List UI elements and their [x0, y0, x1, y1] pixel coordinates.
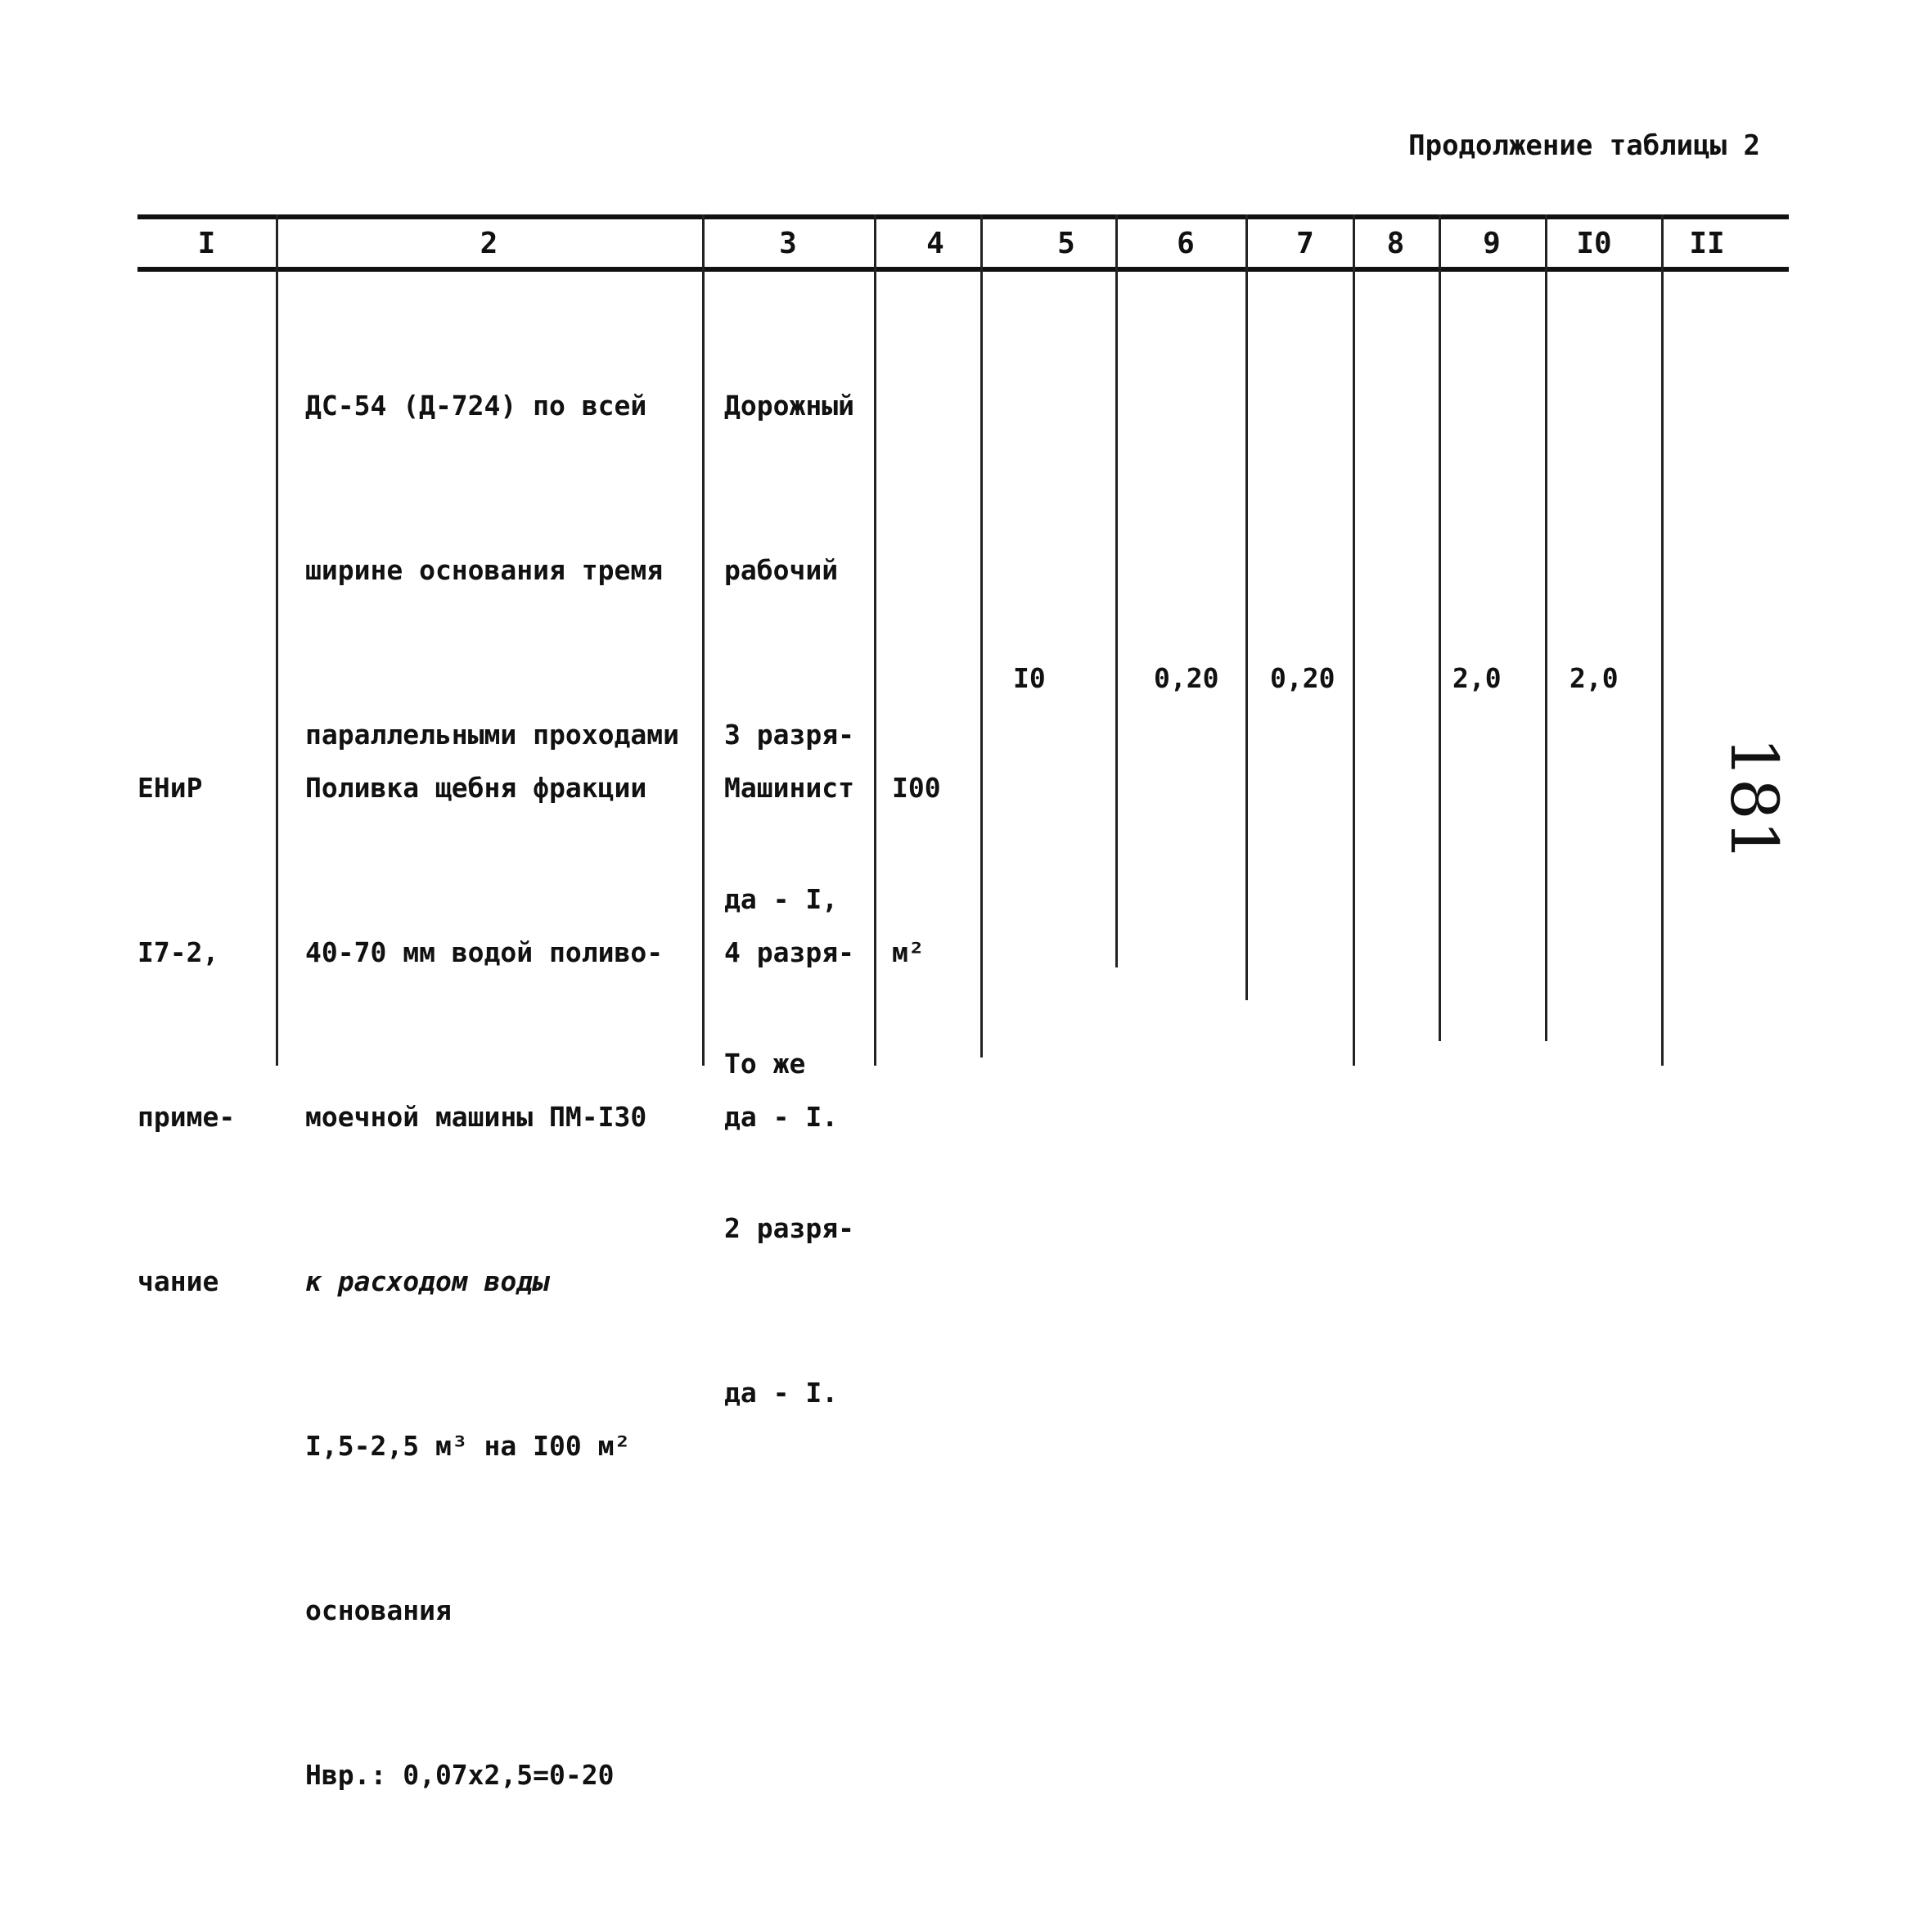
text-line: 2 разря-: [724, 1212, 854, 1244]
text-line: 40-70 мм водой поливо-: [305, 936, 664, 968]
column-header: 2: [480, 226, 498, 260]
column-header: I0: [1576, 226, 1612, 260]
column-header: II: [1689, 226, 1725, 260]
text-line: параллельными проходами: [305, 719, 679, 751]
col-divider: [1245, 214, 1248, 1000]
text-line: I7-2,: [137, 936, 219, 968]
text-line: да - I,: [724, 883, 839, 915]
text-line: приме-: [137, 1101, 236, 1133]
text-line: 3 разря-: [724, 719, 854, 751]
row2-workers: [724, 651, 854, 1254]
text-line: Нвр.: 0,07х2,5=0-20: [305, 1759, 615, 1791]
row2-col10: 2,0: [1569, 662, 1619, 694]
row2-col7: 0,20: [1270, 662, 1335, 694]
row2-col6: 0,20: [1154, 662, 1219, 694]
row2-description: [305, 651, 663, 1912]
text-line: То же: [724, 1048, 806, 1080]
col-divider: [276, 214, 278, 1066]
row2-unit: [892, 651, 957, 1089]
text-line: да - I.: [724, 1377, 839, 1409]
col-divider: [1545, 214, 1547, 1041]
text-line: ЕНиР: [137, 772, 203, 804]
text-line: к расходом воды: [305, 1265, 550, 1297]
text-line: Дорожный: [724, 390, 854, 422]
row2-col9: 2,0: [1452, 662, 1502, 694]
text-line: 4 разря-: [724, 936, 854, 968]
text-line: м²: [892, 936, 925, 968]
text-line: Машинист: [724, 772, 854, 804]
col-divider: [874, 214, 876, 1066]
text-line: ширине основания тремя: [305, 554, 664, 586]
text-line: I00: [892, 772, 941, 804]
column-header: I: [197, 226, 216, 260]
row2-col5: I0: [1013, 662, 1046, 694]
col-divider: [1115, 214, 1118, 967]
text-line: да - I.: [724, 1101, 839, 1133]
text-line: основания: [305, 1594, 452, 1626]
column-header: 6: [1177, 226, 1195, 260]
text-line: моечной машины ПМ-I30: [305, 1101, 647, 1133]
column-header: 4: [926, 226, 944, 260]
table-caption: Продолжение таблицы 2: [1408, 129, 1760, 162]
column-header: 5: [1057, 226, 1075, 260]
col-divider: [1439, 214, 1441, 1041]
page-number: 181: [1716, 737, 1792, 862]
text-line: рабочий: [724, 554, 839, 586]
col-divider: [1661, 214, 1664, 1066]
column-header: 3: [779, 226, 797, 260]
col-divider: [702, 214, 705, 1066]
row2-reference: [137, 651, 235, 1418]
text-line: чание: [137, 1265, 219, 1297]
col-divider: [980, 214, 983, 1057]
column-header: 9: [1483, 226, 1501, 260]
text-line: Поливка щебня фракции: [305, 772, 647, 804]
col-divider: [1353, 214, 1355, 1066]
column-header: 8: [1386, 226, 1405, 260]
column-header: 7: [1296, 226, 1314, 260]
text-line: ДС-54 (Д-724) по всей: [305, 390, 647, 422]
text-line: I,5-2,5 м³ на I00 м²: [305, 1430, 631, 1462]
